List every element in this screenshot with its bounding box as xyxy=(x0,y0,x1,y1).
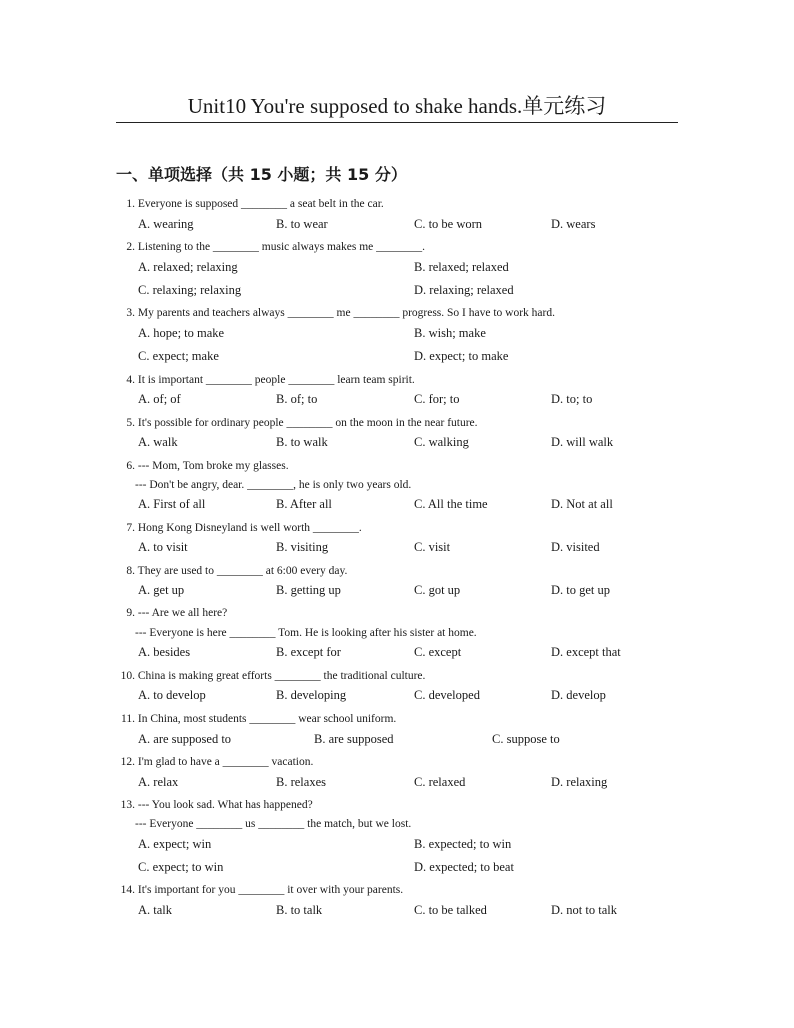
option-d[interactable]: D. to get up xyxy=(551,583,611,597)
option-d[interactable]: D. wears xyxy=(551,217,596,231)
option-a[interactable]: A. relax xyxy=(138,775,179,789)
question-5 xyxy=(116,415,478,431)
question-stem-reply: --- Don't be angry, dear. ________, he is only two years old. xyxy=(135,479,412,491)
option-a[interactable]: A. besides xyxy=(138,645,191,659)
question-stem: China is making great efforts ________ the traditional culture. xyxy=(137,670,426,682)
option-d[interactable]: D. except that xyxy=(551,645,621,659)
page-title: Unit10 You're supposed to shake hands.单元练习 xyxy=(187,94,607,118)
question-stem: Everyone is supposed ________ a seat belt in the car. xyxy=(137,198,384,210)
option-a[interactable]: A. wearing xyxy=(138,217,194,231)
option-b[interactable]: B. relaxed; relaxed xyxy=(414,260,509,274)
question-number: 8. xyxy=(126,565,135,577)
option-c[interactable]: C. to be talked xyxy=(414,903,487,917)
question-number: 11. xyxy=(121,713,135,725)
question-2 xyxy=(116,239,425,255)
option-d[interactable]: D. develop xyxy=(551,688,606,702)
option-c[interactable]: C. developed xyxy=(414,688,480,702)
option-a[interactable]: A. relaxed; relaxing xyxy=(138,260,238,274)
option-b[interactable]: B. of; to xyxy=(276,392,318,406)
option-c[interactable]: C. expect; to win xyxy=(138,860,224,874)
question-8 xyxy=(116,563,347,579)
option-b[interactable]: B. getting up xyxy=(276,583,341,597)
question-9 xyxy=(116,605,227,621)
option-a[interactable]: A. of; of xyxy=(138,392,181,406)
question-14 xyxy=(116,882,403,898)
question-3 xyxy=(116,305,555,321)
question-stem: It's possible for ordinary people ________ on the moon in the near future. xyxy=(137,417,478,429)
option-b[interactable]: B. are supposed xyxy=(314,732,394,746)
question-1 xyxy=(116,196,384,212)
option-b[interactable]: B. developing xyxy=(276,688,347,702)
option-c[interactable]: C. walking xyxy=(414,435,469,449)
option-b[interactable]: B. After all xyxy=(276,497,332,511)
option-d[interactable]: D. expected; to beat xyxy=(414,860,514,874)
option-d[interactable]: D. will walk xyxy=(551,435,614,449)
question-stem: --- Are we all here? xyxy=(137,607,228,619)
question-10 xyxy=(116,668,425,684)
option-b[interactable]: B. to wear xyxy=(276,217,328,231)
question-stem: In China, most students ________ wear school uniform. xyxy=(137,713,397,725)
option-a[interactable]: A. walk xyxy=(138,435,178,449)
question-number: 12. xyxy=(120,756,135,768)
option-d[interactable]: D. expect; to make xyxy=(414,349,509,363)
option-b[interactable]: B. wish; make xyxy=(414,326,486,340)
question-number: 6. xyxy=(126,460,135,472)
question-stem: Listening to the ________ music always makes me ________. xyxy=(137,241,426,253)
option-c[interactable]: C. visit xyxy=(414,540,451,554)
option-b[interactable]: B. expected; to win xyxy=(414,837,512,851)
question-number: 2. xyxy=(126,241,135,253)
question-number: 1. xyxy=(126,198,135,210)
question-stem: It is important ________ people ________ learn team spirit. xyxy=(137,374,415,386)
option-b[interactable]: B. to walk xyxy=(276,435,328,449)
option-c[interactable]: C. to be worn xyxy=(414,217,483,231)
question-number: 13. xyxy=(120,799,135,811)
option-c[interactable]: C. expect; make xyxy=(138,349,219,363)
question-13 xyxy=(116,797,313,813)
option-b[interactable]: B. except for xyxy=(276,645,341,659)
title-underline xyxy=(116,122,678,123)
question-11 xyxy=(116,711,396,727)
option-c[interactable]: C. except xyxy=(414,645,462,659)
question-7 xyxy=(116,520,362,536)
option-b[interactable]: B. visiting xyxy=(276,540,329,554)
question-stem: I'm glad to have a ________ vacation. xyxy=(137,756,314,768)
question-stem: My parents and teachers always ________ me ________ progress. So I have to work hard. xyxy=(137,307,555,319)
option-c[interactable]: C. relaxed xyxy=(414,775,466,789)
question-stem: --- You look sad. What has happened? xyxy=(137,799,313,811)
question-number: 10. xyxy=(120,670,135,682)
question-4 xyxy=(116,372,415,388)
option-a[interactable]: A. First of all xyxy=(138,497,206,511)
question-number: 4. xyxy=(126,374,135,386)
option-c[interactable]: C. relaxing; relaxing xyxy=(138,283,242,297)
option-b[interactable]: B. to talk xyxy=(276,903,323,917)
question-number: 5. xyxy=(126,417,135,429)
option-a[interactable]: A. expect; win xyxy=(138,837,212,851)
option-c[interactable]: C. suppose to xyxy=(492,732,560,746)
option-a[interactable]: A. to visit xyxy=(138,540,188,554)
question-stem: Hong Kong Disneyland is well worth ________. xyxy=(137,522,362,534)
option-a[interactable]: A. talk xyxy=(138,903,173,917)
section-heading: 一、单项选择（共 15 小题；共 15 分） xyxy=(116,165,407,184)
question-number: 14. xyxy=(120,884,135,896)
question-number: 9. xyxy=(126,607,135,619)
option-b[interactable]: B. relaxes xyxy=(276,775,326,789)
question-12 xyxy=(116,754,313,770)
option-c[interactable]: C. for; to xyxy=(414,392,460,406)
option-d[interactable]: D. not to talk xyxy=(551,903,617,917)
option-d[interactable]: D. relaxing; relaxed xyxy=(414,283,514,297)
question-number: 3. xyxy=(126,307,135,319)
question-stem: --- Mom, Tom broke my glasses. xyxy=(137,460,289,472)
option-d[interactable]: D. Not at all xyxy=(551,497,613,511)
option-d[interactable]: D. visited xyxy=(551,540,600,554)
question-6 xyxy=(116,458,289,474)
option-d[interactable]: D. to; to xyxy=(551,392,593,406)
option-a[interactable]: A. are supposed to xyxy=(138,732,232,746)
question-number: 7. xyxy=(126,522,135,534)
question-stem: It's important for you ________ it over with your parents. xyxy=(137,884,404,896)
option-c[interactable]: C. got up xyxy=(414,583,461,597)
option-a[interactable]: A. get up xyxy=(138,583,185,597)
question-stem: They are used to ________ at 6:00 every day. xyxy=(137,565,348,577)
question-stem-reply: --- Everyone is here ________ Tom. He is looking after his sister at home. xyxy=(135,627,477,639)
option-d[interactable]: D. relaxing xyxy=(551,775,608,789)
option-a[interactable]: A. hope; to make xyxy=(138,326,225,340)
option-a[interactable]: A. to develop xyxy=(138,688,206,702)
question-stem-reply: --- Everyone ________ us ________ the match, but we lost. xyxy=(135,818,412,830)
option-c[interactable]: C. All the time xyxy=(414,497,488,511)
